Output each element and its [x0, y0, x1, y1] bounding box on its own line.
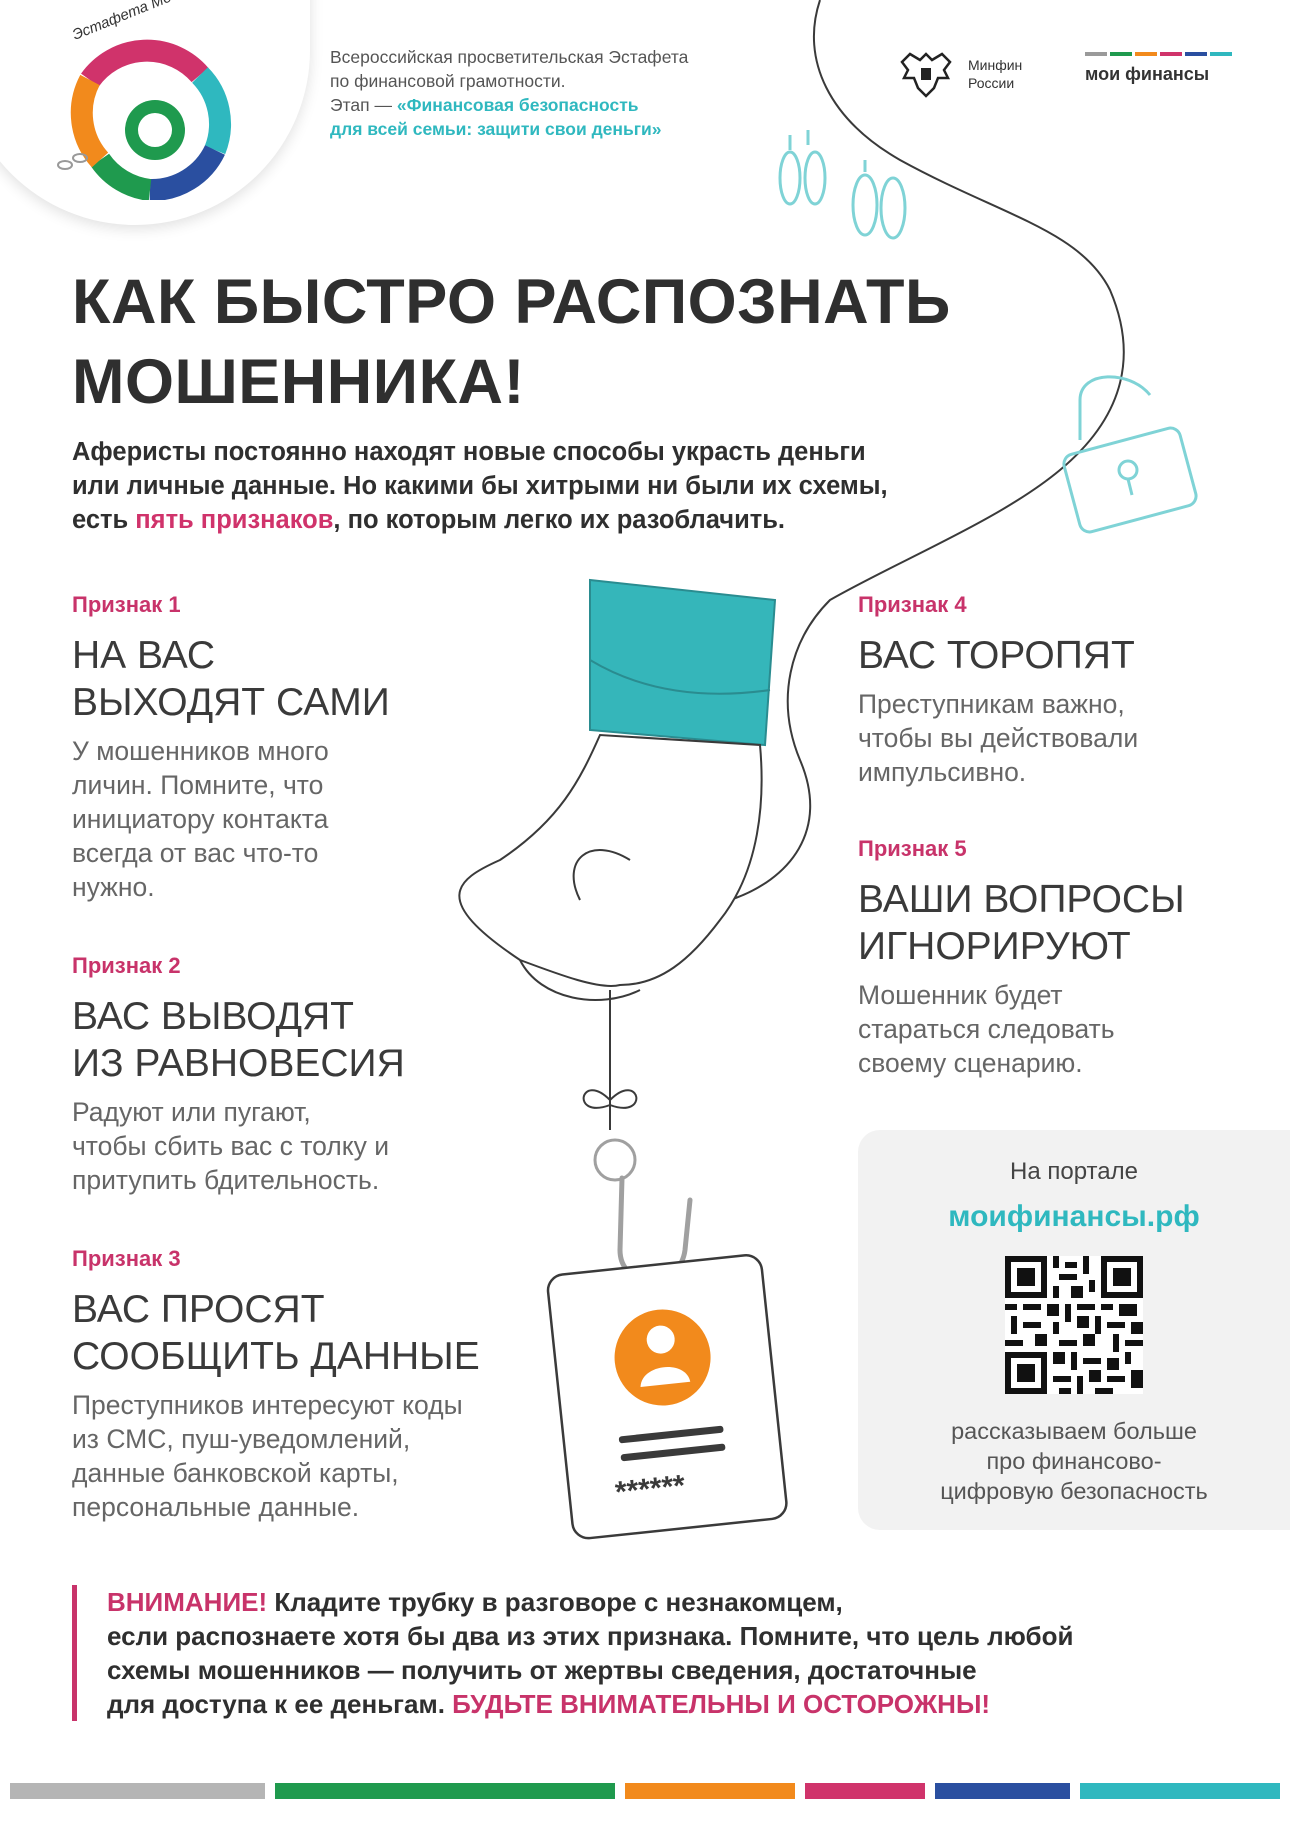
portal-label: На портале [1010, 1158, 1138, 1185]
hand-shape [459, 735, 761, 986]
footer-bar [935, 1783, 1070, 1799]
intro-line-3: есть пять признаков, по которым легко их разоблачить. [72, 506, 786, 534]
title-line-2: МОШЕННИКА! [72, 347, 526, 417]
intro-line-1: Аферисты постоянно находят новые способы украсть деньги [72, 438, 866, 466]
sign-5 [858, 836, 1278, 1080]
attention-block [72, 1585, 1222, 1721]
brand-bar [1185, 52, 1207, 56]
qr-code-icon[interactable] [1005, 1256, 1143, 1394]
brand-bar [1160, 52, 1182, 56]
footer-color-bars [10, 1783, 1280, 1799]
brand-bar [1085, 52, 1107, 56]
footer-bar [625, 1783, 795, 1799]
attention-line-3: схемы мошенников — получить от жертвы сведения, достаточные [107, 1655, 977, 1685]
header-description [330, 45, 790, 141]
portal-description: рассказываем больше про финансово- цифровую безопасность [940, 1418, 1208, 1504]
page-title [72, 262, 1072, 422]
title-line-1: КАК БЫСТРО РАСПОЗНАТЬ [72, 267, 951, 337]
sign-description: У мошенников много личин. Помните, что инициатору контакта всегда от вас что-то нужно. [72, 736, 329, 902]
intro-text [72, 435, 1032, 537]
coins-icon [780, 130, 905, 238]
brand-bar [1210, 52, 1232, 56]
footer-bar [805, 1783, 925, 1799]
portal-box [858, 1130, 1290, 1530]
footer-bar [1080, 1783, 1280, 1799]
sign-description: Радуют или пугают, чтобы сбить вас с толку и притупить бдительность. [72, 1097, 390, 1195]
sign-label: Признак 3 [72, 1246, 181, 1271]
sign-label: Признак 1 [72, 592, 181, 617]
sign-2 [72, 953, 532, 1197]
header-line-2: по финансовой грамотности. [330, 71, 566, 91]
badge-password: ****** [613, 1469, 687, 1510]
sign-label: Признак 5 [858, 836, 967, 861]
footer-bar [10, 1783, 265, 1799]
brand-bar [1110, 52, 1132, 56]
sign-4 [858, 592, 1258, 789]
header-line-1: Всероссийская просветительская Эстафета [330, 47, 689, 67]
sign-title: ВАС ТОРОПЯТ [858, 634, 1135, 677]
sign-label: Признак 2 [72, 953, 181, 978]
attention-line-2: если распознаете хотя бы два из этих признака. Помните, что цель любой [107, 1621, 1074, 1651]
intro-line-2: или личные данные. Но какими бы хитрыми ни были их схемы, [72, 472, 888, 500]
sign-description: Преступников интересуют коды из СМС, пуш-уведомлений, данные банковской карты, персональные данные. [72, 1390, 463, 1522]
sign-3 [72, 1246, 572, 1524]
sign-title: ВАШИ ВОПРОСЫ ИГНОРИРУЮТ [858, 878, 1185, 968]
brand-color-bars [1085, 52, 1232, 56]
sign-1 [72, 592, 492, 904]
sign-description: Мошенник будет стараться следовать своему сценарию. [858, 980, 1115, 1078]
header-line-3: Этап — «Финансовая безопасность [330, 95, 639, 115]
minfin-line-2: России [968, 75, 1015, 91]
sign-description: Преступникам важно, чтобы вы действовали импульсивно. [858, 689, 1139, 787]
footer-bar [275, 1783, 615, 1799]
portal-link[interactable]: моифинансы.рф [948, 1200, 1200, 1233]
lock-icon [1062, 377, 1199, 534]
attention-line-1: ВНИМАНИЕ! Кладите трубку в разговоре с незнакомцем, [107, 1587, 843, 1617]
minfin-logo [898, 48, 1022, 100]
moi-finansy-logo [1085, 52, 1232, 85]
relay-logo-icon [40, 20, 240, 200]
header-line-4: для всей семьи: защити свои деньги» [330, 119, 662, 139]
ring-icon [595, 1140, 635, 1180]
sign-label: Признак 4 [858, 592, 967, 617]
brand-bar [1135, 52, 1157, 56]
sign-title: ВАС ВЫВОДЯТ ИЗ РАВНОВЕСИЯ [72, 995, 405, 1085]
sign-title: ВАС ПРОСЯТ СООБЩИТЬ ДАННЫЕ [72, 1288, 480, 1378]
sign-title: НА ВАС ВЫХОДЯТ САМИ [72, 634, 390, 724]
minfin-line-1: Минфин [968, 57, 1023, 73]
sleeve-shape [590, 580, 775, 745]
attention-line-4: для доступа к ее деньгам. БУДЬТЕ ВНИМАТЕЛЬНЫ И ОСТОРОЖНЫ! [107, 1689, 991, 1719]
eagle-emblem-icon [898, 48, 954, 100]
brand-name: мои финансы [1085, 64, 1210, 84]
